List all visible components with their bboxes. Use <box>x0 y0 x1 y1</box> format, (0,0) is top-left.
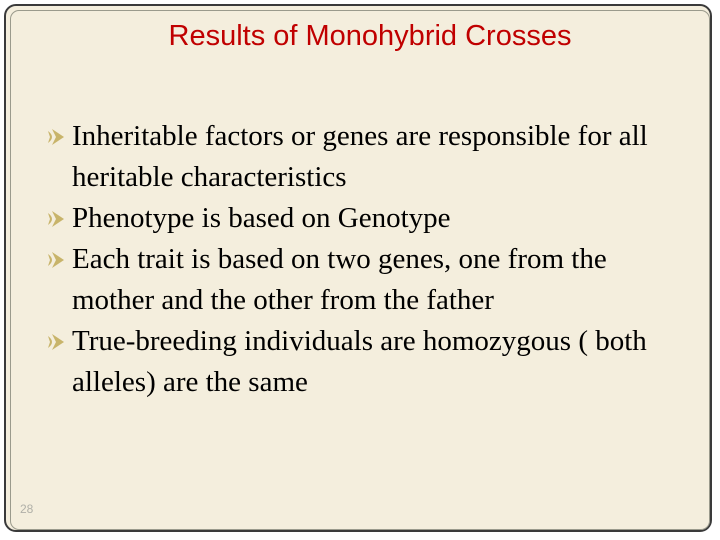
page-number: 28 <box>20 502 34 516</box>
bullet-arrow-icon <box>44 330 68 354</box>
bullet-item <box>44 321 694 403</box>
bullet-text: True-breeding individuals are homozygous ( both alleles) are the same <box>72 325 647 398</box>
bullet-list <box>44 116 694 403</box>
bullet-text: Inheritable factors or genes are responsible for all heritable characteristics <box>72 120 648 193</box>
bullet-item <box>44 198 694 239</box>
slide-title: Results of Monohybrid Crosses <box>168 20 572 52</box>
bullet-arrow-icon <box>44 207 68 231</box>
bullet-arrow-icon <box>44 125 68 149</box>
bullet-arrow-icon <box>44 248 68 272</box>
bullet-item <box>44 116 694 198</box>
bullet-item <box>44 239 694 321</box>
bullet-text: Phenotype is based on Genotype <box>72 202 451 234</box>
bullet-text: Each trait is based on two genes, one from the mother and the other from the father <box>72 243 607 316</box>
